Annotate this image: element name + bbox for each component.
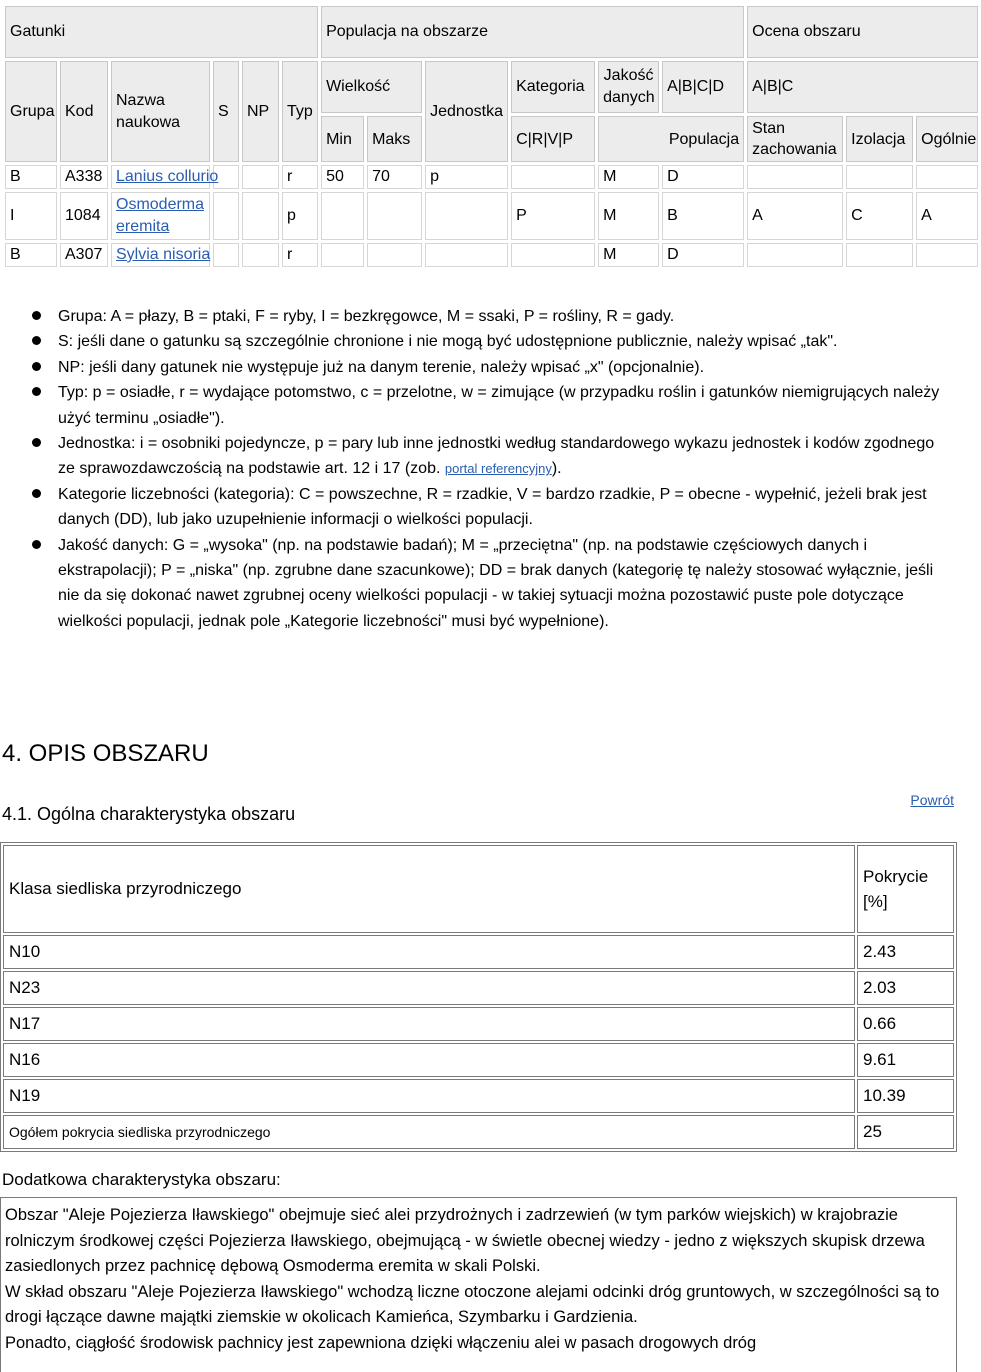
header-izolacja: Izolacja <box>846 116 913 162</box>
cell-izolacja <box>846 243 913 267</box>
note-kategorie: Kategorie liczebności (kategoria): C = powszechne, R = rzadkie, V = bardzo rzadkie, P = obecne - wypełnić, jeżeli brak jest danych (DD), lub jako uzupełnienie informacji o wielkości populacji. <box>24 482 944 533</box>
cell-nazwa <box>111 243 210 267</box>
header-min: Min <box>321 116 364 162</box>
species-header-row-1 <box>5 6 978 58</box>
cell-jakosc: M <box>598 192 659 240</box>
header-ogolnie: Ogólnie <box>916 116 978 162</box>
cell-kod: A338 <box>60 165 108 189</box>
cell-grupa: B <box>5 243 57 267</box>
cell-stan: A <box>747 192 843 240</box>
note-np: NP: jeśli dany gatunek nie występuje już na danym terenie, należy wpisać „x" (opcjonalnie). <box>24 355 944 380</box>
habitat-row <box>3 935 954 969</box>
cell-ogolnie <box>916 165 978 189</box>
header-abc: A|B|C <box>747 61 978 113</box>
header-grupa: Grupa <box>5 61 57 162</box>
header-ocena: Ocena obszaru <box>747 6 978 58</box>
note-jakosc: Jakość danych: G = „wysoka" (np. na podstawie badań); M = „przeciętna" (np. na podstawie częściowych danych i ekstrapolacji); P = „niska" (np. zgrubne dane szacunkowe); DD = brak danych (kategorię tę należy stosować wyłącznie, jeśli nie da się dokonać nawet zgrubnej oceny wielkości populacji - w takiej sytuacji można pozostawić puste pole dotyczące wielkości populacji, jednak pole „Kategorie liczebności" musi być wypełnione). <box>24 533 944 635</box>
cell-grupa: B <box>5 165 57 189</box>
habitat-class: N10 <box>3 935 855 969</box>
header-habitat-class: Klasa siedliska przyrodniczego <box>3 845 855 933</box>
species-row <box>5 192 978 240</box>
header-nazwa: Nazwa naukowa <box>111 61 210 162</box>
cell-stan <box>747 243 843 267</box>
cell-typ: r <box>282 243 318 267</box>
habitat-row <box>3 1043 954 1077</box>
cell-maks: 70 <box>367 165 422 189</box>
note-typ: Typ: p = osiadłe, r = wydające potomstwo, c = przelotne, w = zimujące (w przypadku roślin i gatunków niemigrujących należy użyć terminu „osiadłe"). <box>24 380 944 431</box>
header-gatunki: Gatunki <box>5 6 318 58</box>
habitat-coverage: 2.03 <box>857 971 954 1005</box>
header-kategoria: Kategoria <box>511 61 595 113</box>
back-link[interactable]: Powrót <box>910 792 954 808</box>
cell-jakosc: M <box>598 165 659 189</box>
habitat-class: N19 <box>3 1079 855 1113</box>
cell-kod: 1084 <box>60 192 108 240</box>
cell-jakosc: M <box>598 243 659 267</box>
habitat-total-row <box>3 1115 954 1149</box>
header-np: NP <box>242 61 279 162</box>
header-coverage: Pokrycie [%] <box>857 845 954 933</box>
cell-s <box>213 243 239 267</box>
cell-kategoria <box>511 165 595 189</box>
cell-izolacja: C <box>846 192 913 240</box>
note-jednostka-end: ). <box>551 460 562 478</box>
species-link[interactable]: Osmoderma eremita <box>116 196 205 235</box>
extra-label: Dodatkowa charakterystyka obszaru: <box>2 1170 281 1189</box>
habitat-row <box>3 1007 954 1041</box>
habitat-coverage: 2.43 <box>857 935 954 969</box>
habitat-class: N23 <box>3 971 855 1005</box>
extra-paragraph: Obszar "Aleje Pojezierza Iławskiego" obejmuje sieć alei przydrożnych i zadrzewień (w tym parków wiejskich) w krajobrazie rolniczym środkowej części Pojezierza Iławskiego, obejmującą - w świetle obecnej wiedzy - jedno z większych skupisk drzewa zasiedlonych przez pachnicę dębową Osmoderma eremita w skali Polski. <box>5 1206 925 1276</box>
cell-jednostka <box>425 243 508 267</box>
habitat-table <box>0 842 957 1152</box>
header-maks: Maks <box>367 116 422 162</box>
header-populacja: Populacja na obszarze <box>321 6 744 58</box>
habitat-class: N17 <box>3 1007 855 1041</box>
cell-maks <box>367 192 422 240</box>
portal-link[interactable]: portal referencyjny <box>444 461 552 477</box>
cell-kategoria <box>511 243 595 267</box>
species-header-row-2 <box>5 61 978 113</box>
cell-kategoria: P <box>511 192 595 240</box>
cell-min: 50 <box>321 165 364 189</box>
cell-ogolnie: A <box>916 192 978 240</box>
note-grupa: Grupa: A = płazy, B = ptaki, F = ryby, I = bezkręgowce, M = ssaki, P = rośliny, R = gady. <box>24 304 944 329</box>
habitat-coverage: 9.61 <box>857 1043 954 1077</box>
header-jednostka: Jednostka <box>425 61 508 162</box>
header-crvp: C|R|V|P <box>511 116 595 162</box>
cell-min <box>321 192 364 240</box>
species-link[interactable]: Lanius collurio <box>116 168 219 185</box>
cell-populacja: D <box>662 243 744 267</box>
habitat-total-value: 25 <box>857 1115 954 1149</box>
extra-paragraph: Ponadto, ciągłość środowisk pachnicy jest zapewniona dzięki włączeniu alei w pasach drogowych dróg <box>5 1333 757 1352</box>
habitat-row <box>3 1079 954 1113</box>
cell-kod: A307 <box>60 243 108 267</box>
cell-stan <box>747 165 843 189</box>
cell-ogolnie <box>916 243 978 267</box>
cell-nazwa <box>111 192 210 240</box>
header-s: S <box>213 61 239 162</box>
header-stan: Stan zachowania <box>747 116 843 162</box>
cell-izolacja <box>846 165 913 189</box>
header-typ: Typ <box>282 61 318 162</box>
cell-min <box>321 243 364 267</box>
cell-np <box>242 165 279 189</box>
cell-maks <box>367 243 422 267</box>
species-table <box>2 3 981 270</box>
habitat-coverage: 10.39 <box>857 1079 954 1113</box>
cell-grupa: I <box>5 192 57 240</box>
cell-s <box>213 192 239 240</box>
cell-nazwa <box>111 165 219 189</box>
cell-typ: r <box>282 165 318 189</box>
cell-np <box>242 192 279 240</box>
legend-notes <box>24 304 944 634</box>
habitat-total-label: Ogółem pokrycia siedliska przyrodniczego <box>3 1115 855 1149</box>
cell-populacja: B <box>662 192 744 240</box>
note-jednostka <box>24 431 944 482</box>
species-link[interactable]: Sylvia nisoria <box>116 246 211 263</box>
note-s: S: jeśli dane o gatunku są szczególnie chronione i nie mogą być udostępnione publicznie, należy wpisać „tak". <box>24 329 944 354</box>
header-wielkosc: Wielkość <box>321 61 422 113</box>
extra-description <box>0 1197 957 1372</box>
section-title: 4. OPIS OBSZARU <box>2 740 209 767</box>
cell-typ: p <box>282 192 318 240</box>
cell-jednostka <box>425 192 508 240</box>
cell-np <box>242 243 279 267</box>
cell-populacja: D <box>662 165 744 189</box>
extra-paragraph: W skład obszaru "Aleje Pojezierza Iławskiego" wchodzą liczne otoczone alejami odcinki dróg gruntowych, w szczególności są to drogi łączące dawne majątki ziemskie w okolicach Kamieńca, Szymbarku i Gardzienia. <box>5 1282 940 1327</box>
subsection-title: 4.1. Ogólna charakterystyka obszaru <box>2 804 296 824</box>
habitat-row <box>3 971 954 1005</box>
species-row <box>5 243 978 267</box>
note-jednostka-text: Jednostka: i = osobniki pojedyncze, p = pary lub inne jednostki według standardowego wykazu jednostek i kodów zgodnego ze sprawozdawczością na podstawie art. 12 i 17 (zob. <box>58 435 935 478</box>
cell-jednostka: p <box>425 165 508 189</box>
habitat-class: N16 <box>3 1043 855 1077</box>
header-abcd: A|B|C|D <box>662 61 744 113</box>
header-jakosc: Jakość danych <box>598 61 659 113</box>
species-row <box>5 165 978 189</box>
header-kod: Kod <box>60 61 108 162</box>
habitat-header-row <box>3 845 954 933</box>
habitat-coverage: 0.66 <box>857 1007 954 1041</box>
header-populacja-ocena: Populacja <box>598 116 744 162</box>
